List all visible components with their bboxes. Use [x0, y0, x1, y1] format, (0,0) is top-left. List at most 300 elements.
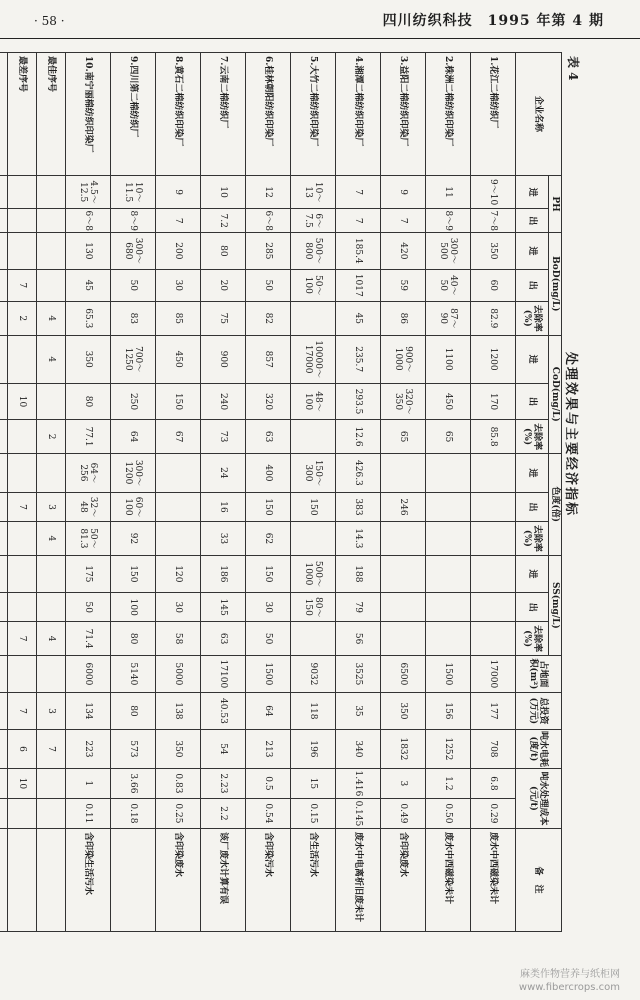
rank-cell [0, 729, 8, 768]
sub-color-in: 进 [516, 453, 549, 492]
watermark-line1: 麻类作物营养与纸柜网 [520, 969, 620, 980]
watermark-line2: www.fibercrops.com [518, 982, 620, 993]
cell-power: 573 [111, 729, 156, 768]
sub-bod-removal: 去除率(%) [516, 301, 549, 335]
cell-col-rm [471, 522, 516, 556]
table-row [156, 53, 201, 932]
rank-cell [0, 383, 8, 420]
cell-ph-in: 9～10 [471, 176, 516, 209]
rank-row [37, 53, 66, 932]
cell-area: 1500 [246, 655, 291, 692]
cell-ph-in: 12 [246, 176, 291, 209]
cell-ph-in: 9 [156, 176, 201, 209]
rank-cell [37, 798, 66, 828]
cell-area: 6000 [66, 655, 111, 692]
sub-bod-in: 进 [516, 233, 549, 270]
rank-cell: 3 [37, 692, 66, 729]
rank-cell [0, 176, 8, 209]
cell-cod-in: 235.7 [336, 335, 381, 383]
watermark [519, 968, 620, 994]
cell-ph-out: 7 [336, 209, 381, 233]
cell-cod-rm: 12.6 [336, 420, 381, 454]
cell-cost-b: 0.49 [381, 798, 426, 828]
cell-ss-in [471, 555, 516, 592]
enterprise-name: 1.花江二棉纺织厂 [471, 53, 516, 176]
rank-cell: 4 [37, 301, 66, 335]
cell-bod-rm [291, 301, 336, 335]
cell-bod-out: 45 [66, 269, 111, 301]
cell-bod-out: 50 [246, 269, 291, 301]
col-investment: 总投资(万元) [516, 692, 562, 729]
cell-ss-out: 30 [246, 593, 291, 622]
cell-ph-in: 11 [426, 176, 471, 209]
cell-col-out [156, 492, 201, 521]
table-label: 表 4 [566, 56, 580, 81]
cell-ss-out: 50 [66, 593, 111, 622]
cell-area: 6500 [381, 655, 426, 692]
rank-cell [8, 798, 37, 828]
rank-cell [0, 798, 8, 828]
cell-col-in: 150～300 [291, 453, 336, 492]
cell-ss-in: 175 [66, 555, 111, 592]
cell-ss-in: 186 [201, 555, 246, 592]
cell-power: 196 [291, 729, 336, 768]
cell-cod-rm: 65 [381, 420, 426, 454]
cell-cod-out: 320～350 [381, 383, 426, 420]
cell-invest: 350 [381, 692, 426, 729]
rank-cell [8, 209, 37, 233]
rank-cell [0, 209, 8, 233]
table-title: 处理效果与主要经济指标 [563, 352, 578, 518]
cell-cod-in: 450 [156, 335, 201, 383]
cell-col-out: 150 [291, 492, 336, 521]
cell-col-rm: 50～81.3 [66, 522, 111, 556]
cell-bod-in: 130 [66, 233, 111, 270]
cell-area: 5000 [156, 655, 201, 692]
rank-cell [0, 593, 8, 622]
cell-col-out: 383 [336, 492, 381, 521]
cell-bod-out: 50～100 [291, 269, 336, 301]
cell-power: 340 [336, 729, 381, 768]
rank-row [0, 53, 8, 932]
sub-ss-in: 进 [516, 555, 549, 592]
sub-ss-removal: 去除率(%) [516, 622, 549, 656]
landscape-table [17, 52, 582, 932]
cell-cod-out: 80 [66, 383, 111, 420]
cell-bod-rm: 85 [156, 301, 201, 335]
enterprise-name: 2.株洲二棉纺织印染厂 [426, 53, 471, 176]
remark-cell: 废水中西磁染未计 [471, 829, 516, 932]
cell-col-in: 300～1200 [111, 453, 156, 492]
rank-cell [37, 176, 66, 209]
sub-cod-in: 进 [516, 335, 549, 383]
rank-cell [0, 829, 8, 932]
enterprise-name: 9.四川第二棉纺织厂 [111, 53, 156, 176]
cell-ss-in: 120 [156, 555, 201, 592]
rank-label: 最佳序号 [37, 53, 66, 176]
cell-col-in [426, 453, 471, 492]
rank-cell [0, 453, 8, 492]
remark-cell: 废水中西磁染未计 [426, 829, 471, 932]
cell-ss-out: 100 [111, 593, 156, 622]
cell-ph-in: 10～13 [291, 176, 336, 209]
cell-col-out: 150 [246, 492, 291, 521]
cell-col-in [156, 453, 201, 492]
cell-invest: 35 [336, 692, 381, 729]
cell-cost-b: 2.2 [201, 798, 246, 828]
cell-ph-out: 8～9 [426, 209, 471, 233]
cell-cost-a: 1.2 [426, 768, 471, 798]
cell-cod-out: 250 [111, 383, 156, 420]
cell-bod-rm: 82 [246, 301, 291, 335]
cell-area: 17100 [201, 655, 246, 692]
cell-bod-rm: 86 [381, 301, 426, 335]
table-body [0, 53, 516, 932]
table-row [336, 53, 381, 932]
rank-cell [8, 335, 37, 383]
cell-col-out [471, 492, 516, 521]
cell-bod-in: 350 [471, 233, 516, 270]
cell-power: 1252 [426, 729, 471, 768]
rank-cell [37, 269, 66, 301]
rank-cell [37, 768, 66, 798]
rank-cell: 2 [37, 420, 66, 454]
rank-cell [0, 522, 8, 556]
enterprise-name: 10.南宁丽棉纺织印染厂 [66, 53, 111, 176]
cell-invest: 156 [426, 692, 471, 729]
cell-ss-out: 145 [201, 593, 246, 622]
cell-bod-rm: 83 [111, 301, 156, 335]
rank-cell [8, 420, 37, 454]
cell-ss-rm [381, 622, 426, 656]
cell-ss-rm: 80 [111, 622, 156, 656]
rank-cell [37, 209, 66, 233]
col-ph: PH [549, 176, 562, 233]
cell-bod-in: 80 [201, 233, 246, 270]
cell-ss-in: 150 [246, 555, 291, 592]
rank-cell [37, 555, 66, 592]
cell-cod-in: 900 [201, 335, 246, 383]
rank-cell: 4 [37, 335, 66, 383]
remark-cell: 含印染废水 [381, 829, 426, 932]
cell-col-out: 246 [381, 492, 426, 521]
sub-ph-out: 出 [516, 209, 549, 233]
cell-bod-rm: 45 [336, 301, 381, 335]
enterprise-name: 8.黄石二棉纺织印染厂 [156, 53, 201, 176]
col-bod: BoD(mg/L) [549, 233, 562, 336]
rank-cell [8, 829, 37, 932]
cell-bod-in: 500～800 [291, 233, 336, 270]
cell-ss-out [381, 593, 426, 622]
cell-cod-out: 150 [156, 383, 201, 420]
cell-cod-out: 48～100 [291, 383, 336, 420]
journal-title: 四川纺织科技 1995 年第 4 期 [382, 13, 604, 29]
cell-ph-out: 7.2 [201, 209, 246, 233]
cell-cost-a: 15 [291, 768, 336, 798]
cell-area: 1500 [426, 655, 471, 692]
cell-ph-out: 6～8 [246, 209, 291, 233]
cell-col-out [426, 492, 471, 521]
cell-cost-b: 0.50 [426, 798, 471, 828]
rank-cell: 4 [37, 522, 66, 556]
cell-cost-b: 0.11 [66, 798, 111, 828]
col-enterprise: 企业名称 [516, 53, 562, 176]
cell-cost-b: 0.29 [471, 798, 516, 828]
cell-ss-in [381, 555, 426, 592]
cell-cost-a: 0.83 [156, 768, 201, 798]
cell-bod-out: 1017 [336, 269, 381, 301]
rank-cell [0, 420, 8, 454]
rank-cell [8, 593, 37, 622]
cell-bod-out: 59 [381, 269, 426, 301]
table-row [381, 53, 426, 932]
cell-ph-out: 6～8 [66, 209, 111, 233]
cell-invest: 177 [471, 692, 516, 729]
cell-cost-b: 0.145 [336, 798, 381, 828]
cell-col-rm [426, 522, 471, 556]
table-row [426, 53, 471, 932]
enterprise-name: 7.云南二棉纺织厂 [201, 53, 246, 176]
cell-bod-in: 200 [156, 233, 201, 270]
cell-cost-b: 0.25 [156, 798, 201, 828]
rank-label: 最差序号 [8, 53, 37, 176]
rank-cell [8, 655, 37, 692]
remark-cell: 含印染废水 [156, 829, 201, 932]
cell-cod-rm: 65 [426, 420, 471, 454]
cell-power: 350 [156, 729, 201, 768]
rank-cell [0, 555, 8, 592]
cell-area: 3525 [336, 655, 381, 692]
sub-cod-out: 出 [516, 383, 549, 420]
rank-cell: 7 [8, 622, 37, 656]
cell-cost-a: 3.66 [111, 768, 156, 798]
cell-ph-in: 10～11.5 [111, 176, 156, 209]
remark-cell: 该厂废水计算有误 [201, 829, 246, 932]
cell-ss-rm [291, 622, 336, 656]
cell-ss-in: 150 [111, 555, 156, 592]
cell-ss-rm: 71.4 [66, 622, 111, 656]
cell-cost-a: 2.23 [201, 768, 246, 798]
cell-col-rm: 92 [111, 522, 156, 556]
col-ss: SS(mg/L) [549, 555, 562, 655]
cell-cod-out: 450 [426, 383, 471, 420]
cell-invest: 118 [291, 692, 336, 729]
cell-col-rm: 33 [201, 522, 246, 556]
cell-cod-in: 1100 [426, 335, 471, 383]
table-row [471, 53, 516, 932]
table-row [201, 53, 246, 932]
cell-ss-out [426, 593, 471, 622]
remark-cell: 含印染污水 [246, 829, 291, 932]
cell-area: 9032 [291, 655, 336, 692]
cell-cod-out: 240 [201, 383, 246, 420]
table-row [111, 53, 156, 932]
cell-bod-rm: 87～90 [426, 301, 471, 335]
cell-cod-rm: 67 [156, 420, 201, 454]
cell-bod-in: 300～680 [111, 233, 156, 270]
rank-cell: 7 [37, 729, 66, 768]
rank-cell [0, 622, 8, 656]
cell-cod-in: 900～1000 [381, 335, 426, 383]
sub-color-removal: 去除率(%) [516, 522, 549, 556]
col-remarks: 备 注 [516, 829, 562, 932]
cell-col-in: 400 [246, 453, 291, 492]
cell-ss-rm: 63 [201, 622, 246, 656]
cell-col-out: 32～48 [66, 492, 111, 521]
rank-cell [37, 233, 66, 270]
cell-col-in: 64～256 [66, 453, 111, 492]
cell-power: 223 [66, 729, 111, 768]
cell-bod-in: 300～500 [426, 233, 471, 270]
cell-cod-in: 1200 [471, 335, 516, 383]
cell-cost-a: 1.416 [336, 768, 381, 798]
cell-col-out: 16 [201, 492, 246, 521]
cell-bod-rm: 65.3 [66, 301, 111, 335]
cell-ss-rm: 58 [156, 622, 201, 656]
col-cost: 吨水处理成本(元/t) [516, 768, 562, 828]
cell-col-in [471, 453, 516, 492]
cell-cod-rm: 63 [246, 420, 291, 454]
enterprise-name: 4.湘潭二棉纺织印染厂 [336, 53, 381, 176]
cell-cost-b: 0.18 [111, 798, 156, 828]
cell-bod-in: 420 [381, 233, 426, 270]
cell-cod-rm: 77.1 [66, 420, 111, 454]
rank-cell: 7 [8, 492, 37, 521]
cell-invest: 138 [156, 692, 201, 729]
cell-bod-out: 20 [201, 269, 246, 301]
cell-ss-rm: 56 [336, 622, 381, 656]
cell-ss-rm [426, 622, 471, 656]
rank-cell [8, 233, 37, 270]
results-table [0, 52, 562, 932]
cell-col-rm [381, 522, 426, 556]
cell-cost-b: 0.54 [246, 798, 291, 828]
cell-cost-a: 0.5 [246, 768, 291, 798]
cell-cod-rm: 64 [111, 420, 156, 454]
cell-ph-out: 7 [381, 209, 426, 233]
rank-cell: 4 [37, 622, 66, 656]
cell-col-rm [291, 522, 336, 556]
cell-cod-in: 857 [246, 335, 291, 383]
rank-cell [37, 829, 66, 932]
cell-cost-a: 1 [66, 768, 111, 798]
cell-power: 1832 [381, 729, 426, 768]
cell-ph-in: 7 [336, 176, 381, 209]
cell-invest: 64 [246, 692, 291, 729]
cell-cod-rm: 85.8 [471, 420, 516, 454]
cell-ph-out: 7～8 [471, 209, 516, 233]
cell-power: 54 [201, 729, 246, 768]
cell-ss-in: 500～1000 [291, 555, 336, 592]
cell-power: 213 [246, 729, 291, 768]
cell-ss-in: 188 [336, 555, 381, 592]
sub-ph-in: 进 [516, 176, 549, 209]
col-power: 吨水电耗(度/t) [516, 729, 562, 768]
cell-area: 17000 [471, 655, 516, 692]
rank-cell: 2 [8, 301, 37, 335]
rank-cell [37, 655, 66, 692]
cell-cost-a: 3 [381, 768, 426, 798]
cell-col-rm [156, 522, 201, 556]
rank-cell: 10 [8, 768, 37, 798]
rank-cell [8, 522, 37, 556]
rank-cell [0, 655, 8, 692]
cell-ss-out: 79 [336, 593, 381, 622]
col-cod: CoD(mg/L) [549, 335, 562, 453]
rank-cell [8, 453, 37, 492]
cell-ss-rm [471, 622, 516, 656]
rank-cell [0, 692, 8, 729]
cell-cod-out: 293.5 [336, 383, 381, 420]
rank-cell [37, 593, 66, 622]
rank-cell [0, 335, 8, 383]
cell-ss-rm: 50 [246, 622, 291, 656]
rank-row [8, 53, 37, 932]
cell-col-in: 24 [201, 453, 246, 492]
rank-cell: 6 [8, 729, 37, 768]
page-header [0, 0, 640, 39]
cell-col-in: 426.3 [336, 453, 381, 492]
rank-cell [0, 301, 8, 335]
remark-cell: 废水中电离析旧废未计 [336, 829, 381, 932]
rank-cell [37, 383, 66, 420]
remark-cell [111, 829, 156, 932]
cell-bod-rm: 75 [201, 301, 246, 335]
rank-cell [0, 269, 8, 301]
cell-ph-in: 9 [381, 176, 426, 209]
sub-ss-out: 出 [516, 593, 549, 622]
cell-ss-in [426, 555, 471, 592]
rank-cell: 3 [37, 492, 66, 521]
rank-cell: 7 [8, 692, 37, 729]
cell-bod-rm: 82.9 [471, 301, 516, 335]
cell-ph-in: 4.5～12.5 [66, 176, 111, 209]
rank-cell [0, 233, 8, 270]
sub-color-out: 出 [516, 492, 549, 521]
rank-cell [0, 768, 8, 798]
rank-cell: 7 [8, 269, 37, 301]
cell-cost-a: 6.8 [471, 768, 516, 798]
page-number: · 58 · [34, 14, 65, 28]
cell-invest: 40.53 [201, 692, 246, 729]
remark-cell: 含印染生活污水 [66, 829, 111, 932]
remark-cell: 含生活污水 [291, 829, 336, 932]
col-color: 色度(倍) [549, 453, 562, 555]
cell-ph-out: 8～9 [111, 209, 156, 233]
rank-cell [37, 453, 66, 492]
cell-bod-out: 40～50 [426, 269, 471, 301]
cell-bod-out: 30 [156, 269, 201, 301]
cell-col-rm: 62 [246, 522, 291, 556]
cell-ss-out: 80～150 [291, 593, 336, 622]
cell-ph-out: 7 [156, 209, 201, 233]
cell-col-in [381, 453, 426, 492]
cell-ph-out: 6～7.5 [291, 209, 336, 233]
cell-invest: 80 [111, 692, 156, 729]
cell-col-rm: 14.3 [336, 522, 381, 556]
sub-cod-removal: 去除率(%) [516, 420, 549, 454]
cell-ss-out [471, 593, 516, 622]
rank-cell [0, 492, 8, 521]
cell-cod-in: 350 [66, 335, 111, 383]
cell-cod-out: 320 [246, 383, 291, 420]
cell-cost-b: 0.15 [291, 798, 336, 828]
enterprise-name: 6.桂林朝阳纺织印染厂 [246, 53, 291, 176]
cell-cod-rm: 73 [201, 420, 246, 454]
cell-bod-in: 285 [246, 233, 291, 270]
cell-bod-out: 60 [471, 269, 516, 301]
cell-bod-out: 50 [111, 269, 156, 301]
